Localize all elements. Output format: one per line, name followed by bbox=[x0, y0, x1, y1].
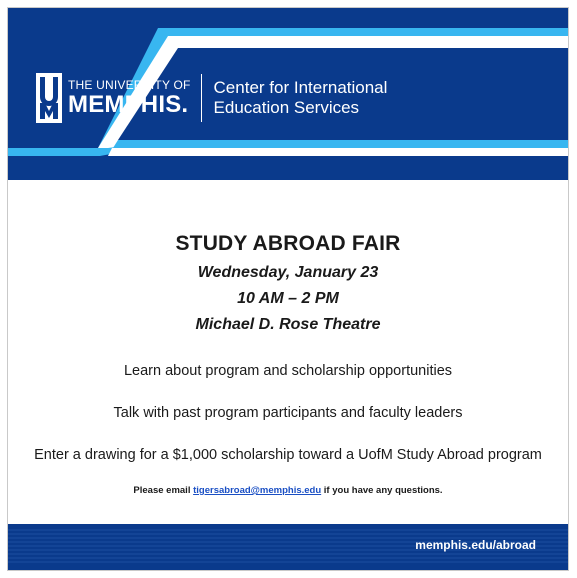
contact-suffix: if you have any questions. bbox=[321, 485, 443, 496]
university-small-text: THE UNIVERSITY OF bbox=[68, 77, 191, 92]
center-line-1: Center for International bbox=[213, 78, 388, 97]
university-logo bbox=[36, 68, 387, 128]
detail-line: Learn about program and scholarship opportunities bbox=[123, 363, 453, 379]
contact-line bbox=[8, 485, 568, 496]
contact-prefix: Please email bbox=[133, 485, 194, 496]
university-name: MEMPHIS. bbox=[68, 90, 189, 118]
footer-banner bbox=[8, 524, 568, 570]
event-location: Michael D. Rose Theatre bbox=[195, 316, 381, 333]
center-line-2: Education Services bbox=[213, 98, 360, 117]
lower-white-stripe bbox=[108, 148, 568, 156]
email-link[interactable]: tigersabroad@memphis.edu bbox=[193, 485, 322, 496]
event-title: STUDY ABROAD FAIR bbox=[175, 232, 401, 255]
logo-divider bbox=[201, 74, 202, 122]
um-logo-icon bbox=[36, 73, 62, 123]
event-time: 10 AM – 2 PM bbox=[237, 290, 339, 307]
detail-line: Talk with past program participants and faculty leaders bbox=[113, 405, 463, 421]
event-date: Wednesday, January 23 bbox=[197, 264, 379, 281]
center-name bbox=[214, 78, 388, 118]
event-content bbox=[8, 180, 568, 496]
footer-url[interactable]: memphis.edu/abroad bbox=[415, 538, 536, 552]
flyer bbox=[8, 8, 568, 570]
header-banner bbox=[8, 8, 568, 180]
detail-line: Enter a drawing for a $1,000 scholarship toward a UofM Study Abroad program bbox=[34, 447, 542, 463]
